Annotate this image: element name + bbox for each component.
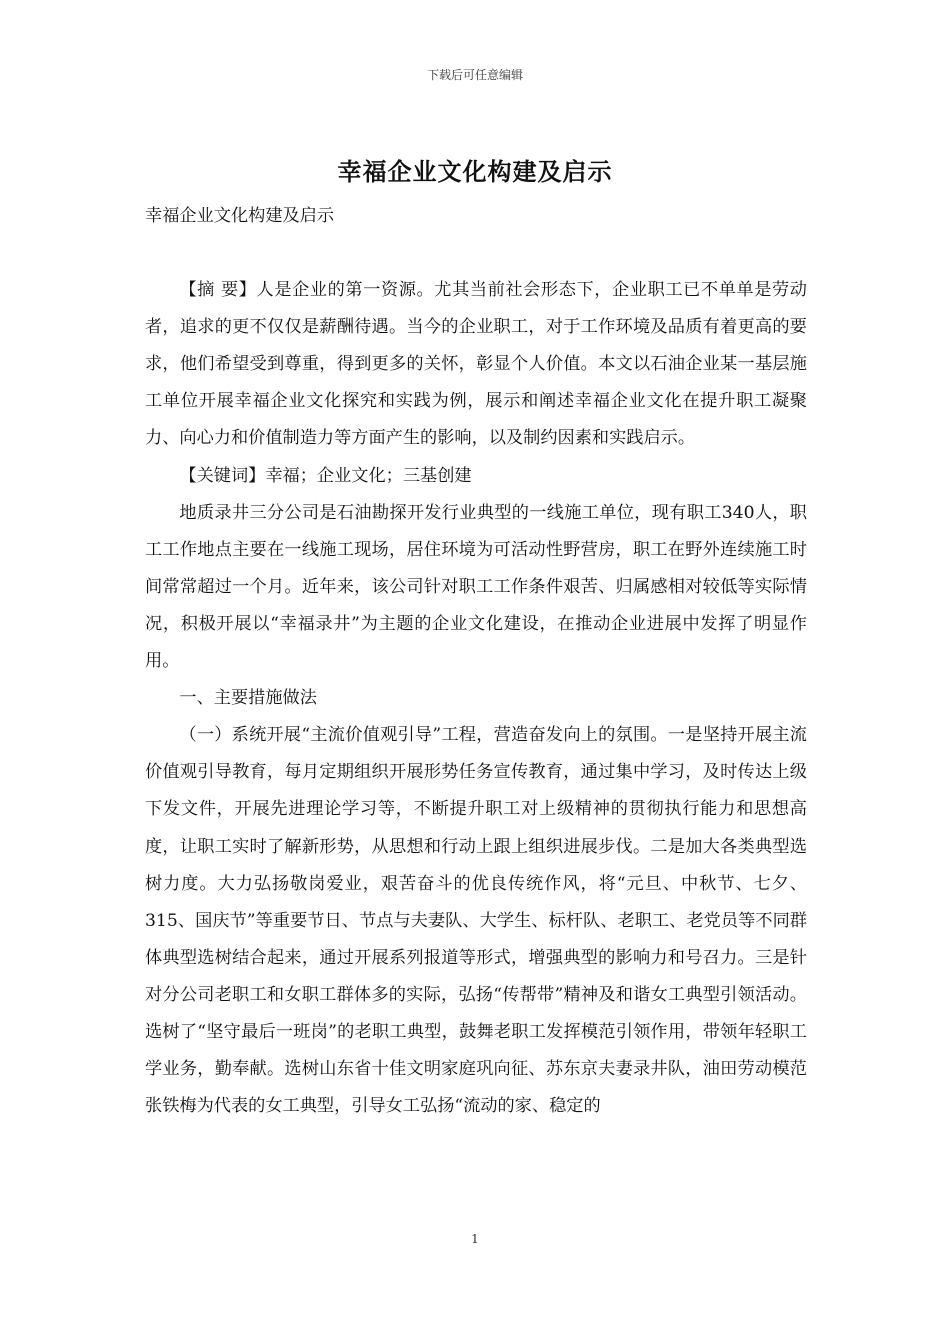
intro-paragraph: 地质录井三分公司是石油勘探开发行业典型的一线施工单位，现有职工340人，职工工作地点主要在一线施工现场，居住环境为可活动性野营房，职工在野外连续施工时间常常超过一个月。近年来，该公司针对职工工作条件艰苦、归属感相对较低等实际情况，积极开展以“幸福录井”为主题的企业文化建设，在推动企业进展中发挥了明显作用。 [145, 502, 807, 672]
section-heading: 一、主要措施做法 [179, 688, 317, 709]
document-body [145, 198, 807, 1125]
page-number: 1 [471, 1232, 479, 1246]
document-title: 幸福企业文化构建及启示 [337, 157, 613, 186]
keywords-paragraph: 【关键词】幸福；企业文化；三基创建 [179, 465, 472, 486]
document-subtitle: 幸福企业文化构建及启示 [145, 206, 335, 226]
section-paragraph: （一）系统开展“主流价值观引导”工程，营造奋发向上的氛围。一是坚持开展主流价值观引导教育，每月定期组织开展形势任务宣传教育，通过集中学习，及时传达上级下发文件，开展先进理论学习等，不断提升职工对上级精神的贯彻执行能力和思想高度，让职工实时了解新形势，从思想和行动上跟上组织进展步伐。二是加大各类典型选树力度。大力弘扬敬岗爱业，艰苦奋斗的优良传统作风，将“元旦、中秋节、七夕、315、国庆节”等重要节日、节点与夫妻队、大学生、标杆队、老职工、老党员等不同群体典型选树结合起来，通过开展系列报道等形式，增强典型的影响力和号召力。三是针对分公司老职工和女职工群体多的实际，弘扬“传帮带”精神及和谐女工典型引领活动。选树了“坚守最后一班岗”的老职工典型，鼓舞老职工发挥模范引领作用，带领年轻职工学业务，勤奉献。选树山东省十佳文明家庭巩向征、苏东京夫妻录井队，油田劳动模范张铁梅为代表的女工典型，引导女工弘扬“流动的家、稳定的 [145, 725, 807, 1117]
page-header-note: 下载后可任意编辑 [426, 68, 523, 82]
abstract-paragraph: 【摘 要】人是企业的第一资源。尤其当前社会形态下，企业职工已不单单是劳动者，追求的更不仅仅是薪酬待遇。当今的企业职工，对于工作环境及品质有着更高的要求，他们希望受到尊重，得到更多的关怀，彰显个人价值。本文以石油企业某一基层施工单位开展幸福企业文化探究和实践为例，展示和阐述幸福企业文化在提升职工凝聚力、向心力和价值制造力等方面产生的影响，以及制约因素和实践启示。 [145, 280, 807, 449]
